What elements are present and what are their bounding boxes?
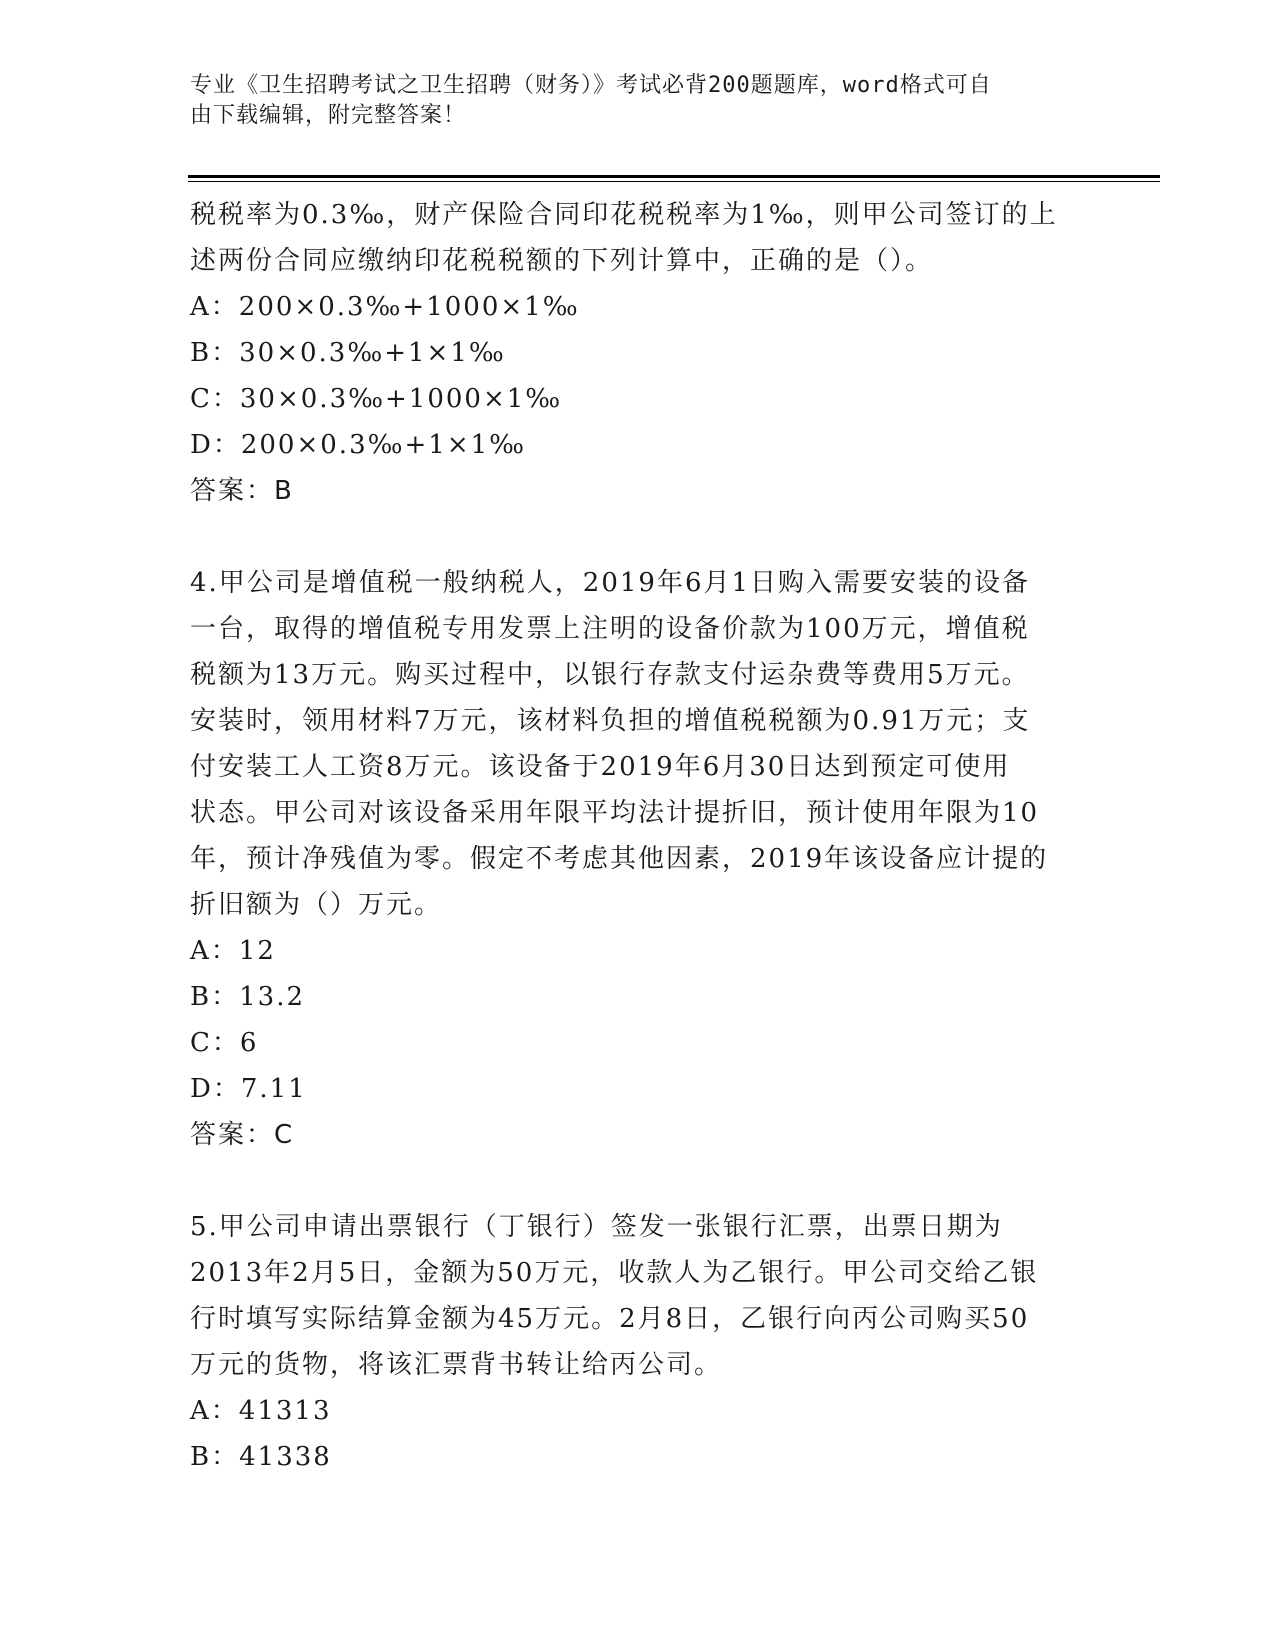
question-4-answer: 答案：C bbox=[190, 1120, 295, 1150]
spacer bbox=[190, 514, 1090, 560]
question-4-text-line: 折旧额为（）万元。 bbox=[190, 890, 443, 920]
question-3-text-line: 述两份合同应缴纳印花税税额的下列计算中，正确的是（）。 bbox=[190, 246, 934, 276]
header-title-line-1: 专业《卫生招聘考试之卫生招聘（财务）》考试必背200题题库，word格式可自 bbox=[190, 73, 992, 98]
question-4-text-line: 年，预计净残值为零。假定不考虑其他因素，2019年该设备应计提的 bbox=[190, 844, 1049, 874]
question-3 bbox=[190, 192, 1090, 514]
question-3-option-b: B：30×0.3‰+1×1‰ bbox=[190, 338, 506, 368]
header-rule-thin bbox=[188, 181, 1160, 182]
question-3-answer: 答案：B bbox=[190, 476, 294, 506]
document-header bbox=[190, 71, 1070, 131]
question-3-option-a: A：200×0.3‰+1000×1‰ bbox=[190, 292, 580, 322]
document-body bbox=[190, 192, 1090, 1480]
question-5-option-a: A：41313 bbox=[190, 1396, 332, 1426]
question-5-text-line: 万元的货物，将该汇票背书转让给丙公司。 bbox=[190, 1350, 723, 1380]
question-4-text-line: 税额为13万元。购买过程中，以银行存款支付运杂费等费用5万元。 bbox=[190, 660, 1030, 690]
question-4-option-b: B：13.2 bbox=[190, 982, 305, 1012]
question-4-text-line: 安装时，领用材料7万元，该材料负担的增值税税额为0.91万元；支 bbox=[190, 706, 1031, 736]
question-4-option-a: A：12 bbox=[190, 936, 276, 966]
question-3-option-c: C：30×0.3‰+1000×1‰ bbox=[190, 384, 563, 414]
question-4-option-c: C：6 bbox=[190, 1028, 259, 1058]
question-4-text-line: 一台，取得的增值税专用发票上注明的设备价款为100万元，增值税 bbox=[190, 614, 1030, 644]
question-4-text-line: 4.甲公司是增值税一般纳税人，2019年6月1日购入需要安装的设备 bbox=[190, 568, 1031, 598]
question-5-text-line: 2013年2月5日，金额为50万元，收款人为乙银行。甲公司交给乙银 bbox=[190, 1258, 1039, 1288]
question-4-text-line: 状态。甲公司对该设备采用年限平均法计提折旧，预计使用年限为10 bbox=[190, 798, 1040, 828]
question-5-option-b: B：41338 bbox=[190, 1442, 332, 1472]
question-4 bbox=[190, 560, 1090, 1158]
header-title-line-2: 由下载编辑，附完整答案！ bbox=[190, 103, 467, 128]
question-3-text-line: 税税率为0.3‰，财产保险合同印花税税率为1‰，则甲公司签订的上 bbox=[190, 200, 1058, 230]
spacer bbox=[190, 1158, 1090, 1204]
question-5-text-line: 5.甲公司申请出票银行（丁银行）签发一张银行汇票，出票日期为 bbox=[190, 1212, 1003, 1242]
question-5-text-line: 行时填写实际结算金额为45万元。2月8日，乙银行向丙公司购买50 bbox=[190, 1304, 1030, 1334]
question-3-option-d: D：200×0.3‰+1×1‰ bbox=[190, 430, 527, 460]
question-4-text-line: 付安装工人工资8万元。该设备于2019年6月30日达到预定可使用 bbox=[190, 752, 1011, 782]
question-4-option-d: D：7.11 bbox=[190, 1074, 307, 1104]
question-5 bbox=[190, 1204, 1090, 1480]
header-rule-thick bbox=[188, 175, 1160, 178]
